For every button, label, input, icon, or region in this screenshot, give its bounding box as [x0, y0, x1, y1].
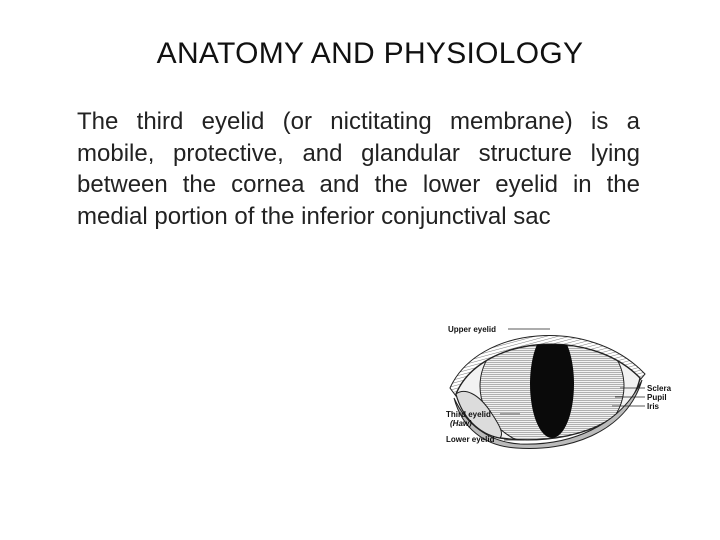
haw-label: (Haw)	[450, 419, 472, 428]
pupil-shape	[530, 330, 574, 438]
sclera-label: Sclera	[647, 384, 672, 393]
eye-diagram-svg	[440, 318, 675, 468]
body-paragraph: The third eyelid (or nictitating membrane) is a mobile, protective, and glandular structure lying between the cornea and the lower eyelid in the medial portion of the inferior conjunctival sac	[77, 108, 640, 230]
eye-diagram	[440, 318, 675, 468]
third-eyelid-label: Third eyelid	[446, 410, 491, 419]
iris-label: Iris	[647, 402, 660, 411]
upper-eyelid-label: Upper eyelid	[448, 325, 497, 334]
slide-title: ANATOMY AND PHYSIOLOGY	[156, 37, 584, 70]
lower-eyelid-label: Lower eyelid	[446, 435, 495, 444]
pupil-label: Pupil	[647, 393, 667, 402]
